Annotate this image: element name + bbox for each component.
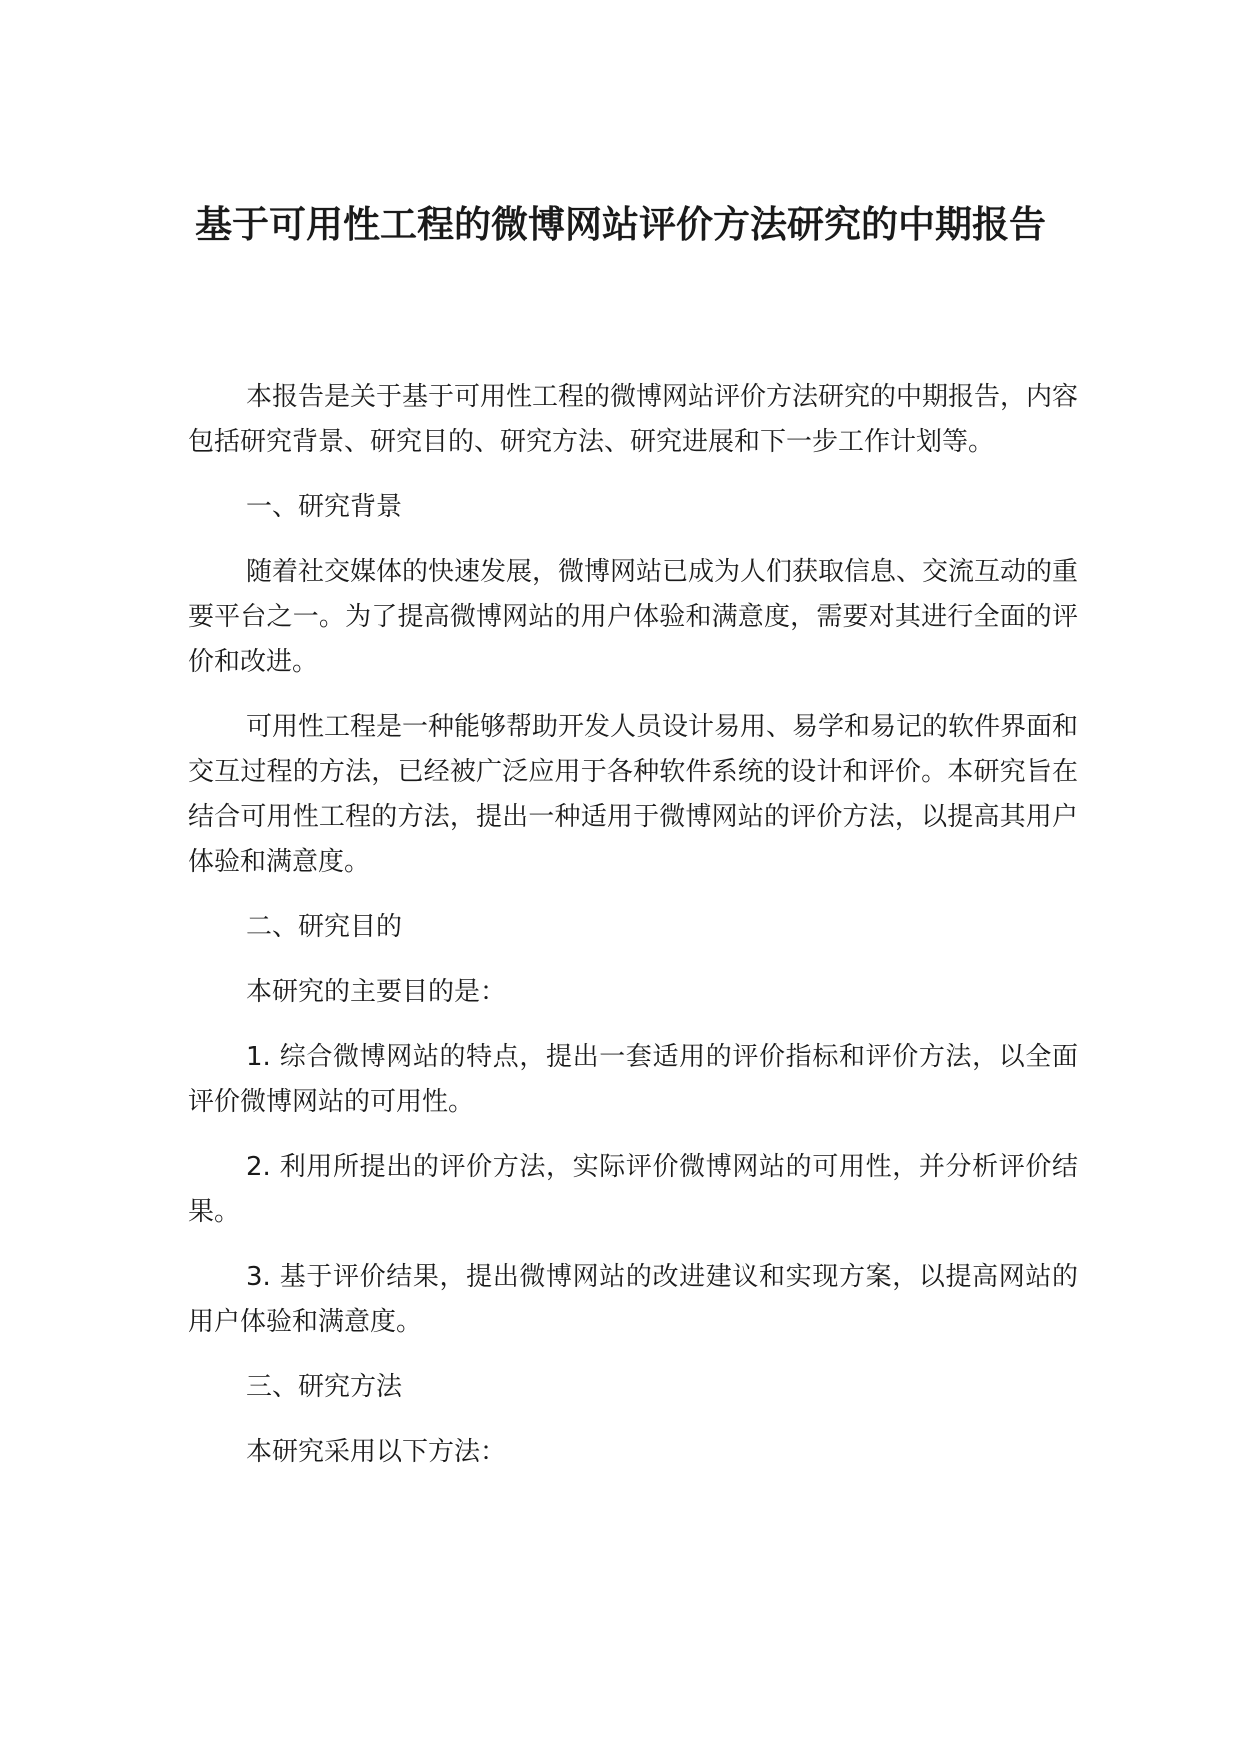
intro-paragraph: 本报告是关于基于可用性工程的微博网站评价方法研究的中期报告，内容包括研究背景、研究目的、研究方法、研究进展和下一步工作计划等。 <box>188 382 1079 457</box>
method-intro: 本研究采用以下方法： <box>246 1437 507 1467</box>
document-body <box>188 375 1078 1495</box>
section-heading-purpose: 二、研究目的 <box>246 912 403 942</box>
purpose-item-1: 1. 综合微博网站的特点，提出一套适用的评价指标和评价方法，以全面评价微博网站的可用性。 <box>188 1042 1078 1117</box>
document-title: 基于可用性工程的微博网站评价方法研究的中期报告 <box>195 203 1046 246</box>
background-paragraph-1: 随着社交媒体的快速发展，微博网站已成为人们获取信息、交流互动的重要平台之一。为了提高微博网站的用户体验和满意度，需要对其进行全面的评价和改进。 <box>188 557 1079 677</box>
purpose-item-2: 2. 利用所提出的评价方法，实际评价微博网站的可用性，并分析评价结果。 <box>188 1152 1078 1227</box>
background-paragraph-2: 可用性工程是一种能够帮助开发人员设计易用、易学和易记的软件界面和交互过程的方法，已经被广泛应用于各种软件系统的设计和评价。本研究旨在结合可用性工程的方法，提出一种适用于微博网站的评价方法，以提高其用户体验和满意度。 <box>188 712 1079 877</box>
purpose-intro: 本研究的主要目的是： <box>246 977 507 1007</box>
section-heading-method: 三、研究方法 <box>246 1372 403 1402</box>
section-heading-background: 一、研究背景 <box>246 492 403 522</box>
purpose-item-3: 3. 基于评价结果，提出微博网站的改进建议和实现方案，以提高网站的用户体验和满意度。 <box>188 1262 1078 1337</box>
